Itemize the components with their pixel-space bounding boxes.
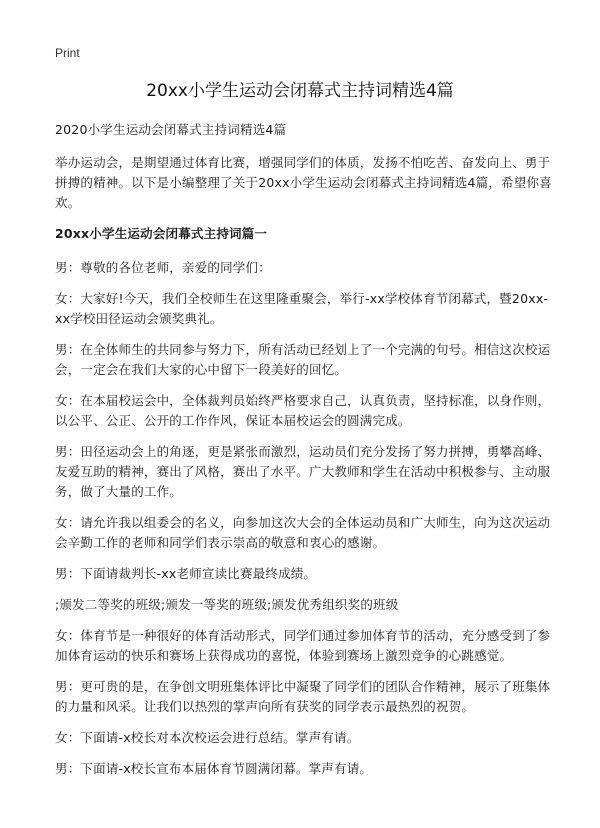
paragraph: 女：下面请-x校长对本次校运会进行总结。掌声有请。	[55, 730, 360, 745]
paragraph: 女：大家好!今天，我们全校师生在这里隆重聚会，举行-xx学校体育节闭幕式，暨20xx-xx学校田径运动会颁奖典礼。	[55, 291, 549, 326]
paragraph: 男：下面请-x校长宣布本届体育节圆满闭幕。掌声有请。	[55, 761, 373, 776]
document-title: 20xx小学生运动会闭幕式主持词精选4篇	[146, 81, 454, 101]
paragraph: 女：请允许我以组委会的名义，向参加这次大会的全体运动员和广大师生，向为这次运动会辛勤工作的老师和同学们表示崇高的敬意和衷心的感谢。	[55, 515, 551, 550]
section-heading: 20xx小学生运动会闭幕式主持词篇一	[55, 226, 268, 241]
paragraph: 男：田径运动会上的角逐，更是紧张而激烈，运动员们充分发扬了努力拼搏，勇攀高峰、友爱互助的精神，赛出了风格，赛出了水平。广大教师和学生在活动中积极参与、主动服务，做了大量的工作。	[55, 444, 551, 499]
paragraph: 男：尊敬的各位老师，亲爱的同学们：	[55, 260, 271, 275]
print-label: Print	[55, 46, 80, 60]
paragraph: ;颁发二等奖的班级;颁发一等奖的班级;颁发优秀组织奖的班级	[55, 597, 399, 612]
subtitle: 2020小学生运动会闭幕式主持词精选4篇	[55, 122, 287, 137]
paragraph: 男：下面请裁判长-xx老师宣读比赛最终成绩。	[55, 566, 317, 581]
paragraph: 女：在本届校运会中，全体裁判员始终严格要求自己，认真负责，坚持标准，以身作则，以公平、公正、公开的工作作风，保证本届校运会的圆满完成。	[55, 393, 551, 428]
document-body	[55, 120, 555, 790]
paragraph: 男：在全体师生的共同参与努力下，所有活动已经划上了一个完满的句号。相信这次校运会，一定会在我们大家的心中留下一段美好的回忆。	[55, 342, 551, 377]
intro-paragraph: 举办运动会，是期望通过体育比赛，增强同学们的体质，发扬不怕吃苦、奋发向上、勇于拼搏的精神。以下是小编整理了关于20xx小学生运动会闭幕式主持词精选4篇，希望你喜欢。	[55, 155, 552, 210]
paragraph: 男：更可贵的是，在争创文明班集体评比中凝聚了同学们的团队合作精神，展示了班集体的力量和风采。让我们以热烈的掌声向所有获奖的同学表示最热烈的祝贺。	[55, 679, 551, 714]
paragraph: 女：体育节是一种很好的体育活动形式，同学们通过参加体育节的活动，充分感受到了参加体育运动的快乐和赛场上获得成功的喜悦，体验到赛场上激烈竞争的心跳感觉。	[55, 628, 551, 663]
